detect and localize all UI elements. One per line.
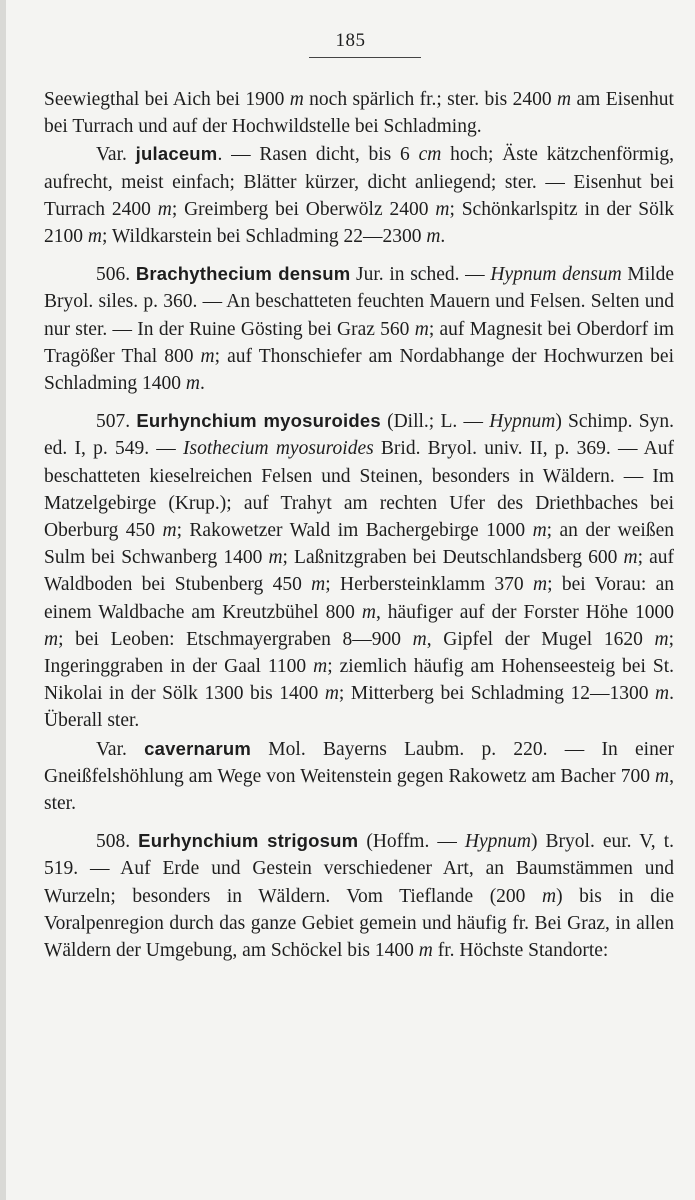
taxon-name: Eurhynchium myosuroides (136, 410, 381, 432)
taxon-name: julaceum (135, 143, 218, 165)
paragraph-continuation: Seewiegthal bei Aich bei 1900 m noch spärlich fr.; ster. bis 2400 m am Eisenhut bei Turrach und auf der Hochwildstelle bei Schladming. (44, 89, 674, 138)
taxon-name: cavernarum (144, 737, 252, 759)
page-body (44, 86, 674, 964)
synonym: Isothecium myosuroides (183, 438, 374, 460)
paragraph-var-julaceum: Var. julaceum. — Rasen dicht, bis 6 cm hoch; Äste kätzchenförmig, aufrecht, meist einfach; Blätter kürzer, dicht anliegend; ster. — Eisenhut bei Turrach 2400 m; Greimberg bei Oberwölz 2400 m; Schönkarlspitz in der Sölk 2100 m; Wildkarstein bei Schladming 22—2300 m. (44, 143, 674, 248)
taxon-name: Eurhynchium strigosum (138, 830, 359, 852)
synonym: Hypnum (464, 831, 531, 853)
synonym: Hypnum (489, 411, 556, 433)
entry-506: 506. Brachythecium densum Jur. in sched. — Hypnum densum Milde Bryol. siles. p. 360. — An beschatteten feuchten Mauern und Felsen. Selten und nur ster. — In der Ruine Gösting bei Graz 560 m; auf Magnesit bei Oberdorf im Tragößer Thal 800 m; auf Thonschiefer am Nordabhange der Hochwurzen bei Schladming 1400 m. (44, 263, 675, 395)
entry-507: 507. Eurhynchium myosuroides (Dill.; L. — Hypnum) Schimp. Syn. ed. I, p. 549. — Isothecium myosuroides Brid. Bryol. univ. II, p. 369. — Auf beschatteten kieselreichen Felsen und Steinen, besonders in Wäldern. — Im Matzelgebirge (Krup.); auf Trahyt am rechten Ufer des Driethbaches bei Oberburg 450 m; Rakowetzer Wald im Bachergebirge 1000 m; an der weißen Sulm bei Schwanberg 1400 m; Laßnitzgraben bei Deutschlandsberg 600 m; auf Waldboden bei Stubenberg 450 m; Herbersteinklamm 370 m; bei Vorau: an einem Waldbache am Kreutzbühel 800 m, häufiger auf der Forster Höhe 1000 m; bei Leoben: Etschmayergraben 8—900 m, Gipfel der Mugel 1620 m; Ingeringgraben in der Gaal 1100 m; ziemlich häufig am Hohenseesteig bei St. Nikolai in der Sölk 1300 bis 1400 m; Mitterberg bei Schladming 12—1300 m. Überall ster. (44, 410, 675, 732)
entry-508: 508. Eurhynchium strigosum (Hoffm. — Hypnum) Bryol. eur. V, t. 519. — Auf Erde und Gestein verschiedener Art, an Baumstämmen und Wurzeln; besonders in Wäldern. Vom Tieflande (200 m) bis in die Voralpenregion durch das ganze Gebiet gemein und häufig fr. Bei Graz, in allen Wäldern der Umgebung, am Schöckel bis 1400 m fr. Höchste Standorte: (44, 830, 675, 962)
synonym: Hypnum densum (490, 264, 622, 286)
page-number: 185 (335, 30, 366, 51)
header-rule (309, 57, 421, 58)
paragraph-var-cavernarum: Var. cavernarum Mol. Bayerns Laubm. p. 220. — In einer Gneißfelshöhlung am Wege von Weitenstein gegen Rakowetz am Bacher 700 m, ster. (44, 737, 674, 815)
taxon-name: Brachythecium densum (135, 263, 351, 285)
